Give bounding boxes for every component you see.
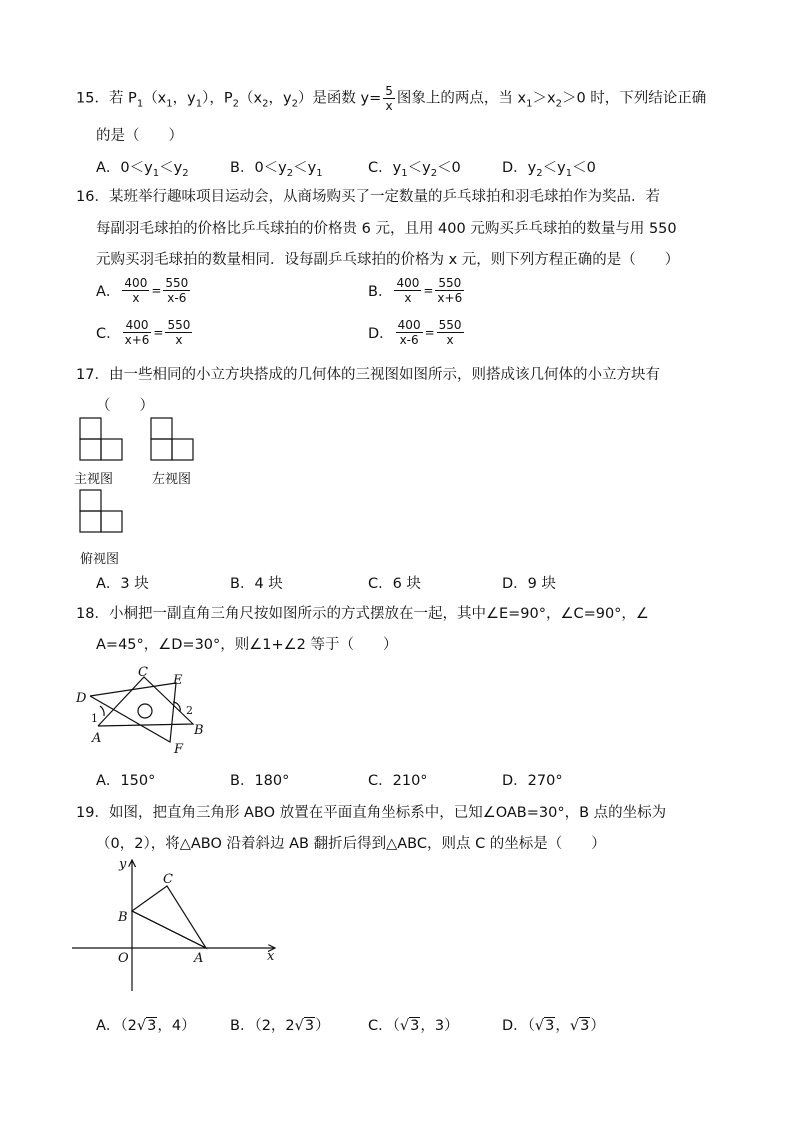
x-axis-label: x bbox=[267, 949, 275, 964]
point-a-label: A bbox=[92, 731, 102, 746]
q15-option-a[interactable]: A．$0<y_1<y_2$ bbox=[96, 160, 189, 179]
point-c-label: C bbox=[138, 665, 148, 680]
point-e-label: E bbox=[173, 673, 183, 688]
point-b-label: B bbox=[118, 910, 128, 925]
q17-stem-line2: （ ） bbox=[96, 398, 154, 414]
point-a-label: A bbox=[194, 951, 204, 966]
front-view-cell bbox=[80, 418, 101, 439]
top-view-cell bbox=[80, 490, 101, 511]
q19-coordinate-figure bbox=[70, 856, 285, 996]
q15-option-b[interactable]: B．$0<y_2<y_1$ bbox=[230, 160, 323, 179]
point-d-label: D bbox=[76, 691, 87, 706]
q19-stem-line1: 19．如图，把直角三角形 ABO 放置在平面直角坐标系中，已知∠OAB=30°，B 点的坐标为 bbox=[76, 805, 667, 821]
q15-option-d[interactable]: D．$y_2<y_1<0$ bbox=[502, 160, 596, 179]
angle-2-label: 2 bbox=[186, 704, 193, 717]
front-view-cell bbox=[101, 439, 122, 460]
y-axis-label: y bbox=[119, 857, 127, 872]
q19-option-a[interactable]: A．（2√3，4） bbox=[96, 1018, 196, 1034]
q17-stem-line1: 17．由一些相同的小立方块搭成的几何体的三视图如图所示，则搭成该几何体的小立方块有 bbox=[76, 367, 660, 383]
q15-stem-line2: 的是（ ） bbox=[96, 128, 183, 144]
q17-option-a[interactable]: A．3 块 bbox=[96, 576, 149, 592]
q15-option-c[interactable]: C．$y_1<y_2<0$ bbox=[368, 160, 461, 179]
q16-option-b[interactable]: B． $\frac{400}{x}$ = $\frac{550}{x+6}$ bbox=[368, 276, 463, 305]
q18-option-a[interactable]: A．150° bbox=[96, 773, 156, 789]
left-view-label: 左视图 bbox=[152, 472, 192, 487]
q15-fraction: $\frac{5}{x}$ bbox=[385, 84, 393, 113]
q18-option-b[interactable]: B．180° bbox=[230, 773, 290, 789]
q17-option-b[interactable]: B．4 块 bbox=[230, 576, 283, 592]
angle-1-arc bbox=[100, 706, 104, 716]
q17-option-d[interactable]: D．9 块 bbox=[502, 576, 556, 592]
top-view-cell bbox=[101, 511, 122, 532]
q19-stem-line2: （0，2），将△ABO 沿着斜边 AB 翻折后得到△ABC，则点 C 的坐标是（ ） bbox=[96, 836, 606, 852]
front-view-label: 主视图 bbox=[74, 472, 114, 487]
top-view-cell bbox=[80, 511, 101, 532]
point-f-label: F bbox=[174, 742, 184, 757]
q18-triangles-figure bbox=[70, 660, 220, 760]
point-b-label: B bbox=[194, 723, 204, 738]
q16-stem-line2: 每副羽毛球拍的价格比乒乓球拍的价格贵 6 元，且用 400 元购买乒乓球拍的数量与用 550 bbox=[96, 221, 677, 237]
triangle-def bbox=[90, 683, 176, 742]
q18-stem-line1: 18．小桐把一副直角三角尺按如图所示的方式摆放在一起，其中∠E=90°，∠C=90°，∠ bbox=[76, 606, 649, 622]
angle-1-label: 1 bbox=[91, 712, 98, 725]
q16-stem-line3: 元购买羽毛球拍的数量相同．设每副乒乓球拍的价格为 x 元，则下列方程正确的是（ ） bbox=[96, 252, 680, 268]
origin-label: O bbox=[118, 951, 129, 966]
left-view-cell bbox=[151, 439, 172, 460]
q19-option-c[interactable]: C．（√3，3） bbox=[368, 1018, 459, 1034]
q16-stem-line1: 16．某班举行趣味项目运动会，从商场购买了一定数量的乒乓球拍和羽毛球拍作为奖品．若 bbox=[76, 189, 660, 205]
front-view-cell bbox=[80, 439, 101, 460]
left-view-cell bbox=[172, 439, 193, 460]
q19-option-d[interactable]: D．（√3，√3） bbox=[502, 1018, 605, 1034]
q15-stem-line1: 15．若 $P_1(x_1$，$y_1$），$P_2(x_2$，$y_2$）是函数 y= $\frac{5}{x}$ 图象上的两点，当 $x_1>x_2>0$ 时，下列结论正确 bbox=[76, 84, 707, 113]
q17-option-c[interactable]: C．6 块 bbox=[368, 576, 421, 592]
top-view-label: 俯视图 bbox=[80, 552, 120, 567]
point-c-label: C bbox=[163, 872, 173, 887]
center-circle bbox=[138, 704, 152, 718]
q18-option-c[interactable]: C．210° bbox=[368, 773, 428, 789]
q19-option-b[interactable]: B．（2，2√3） bbox=[230, 1018, 330, 1034]
left-view-cell bbox=[151, 418, 172, 439]
q16-option-a[interactable]: A． $\frac{400}{x}$ = $\frac{550}{x-6}$ bbox=[96, 276, 189, 305]
q18-stem-line2: A=45°，∠D=30°，则∠1+∠2 等于（ ） bbox=[96, 637, 398, 653]
q18-option-d[interactable]: D．270° bbox=[502, 773, 563, 789]
q16-option-d[interactable]: D． $\frac{400}{x-6}$ = $\frac{550}{x}$ bbox=[368, 318, 462, 347]
q16-option-c[interactable]: C． $\frac{400}{x+6}$ = $\frac{550}{x}$ bbox=[96, 318, 191, 347]
